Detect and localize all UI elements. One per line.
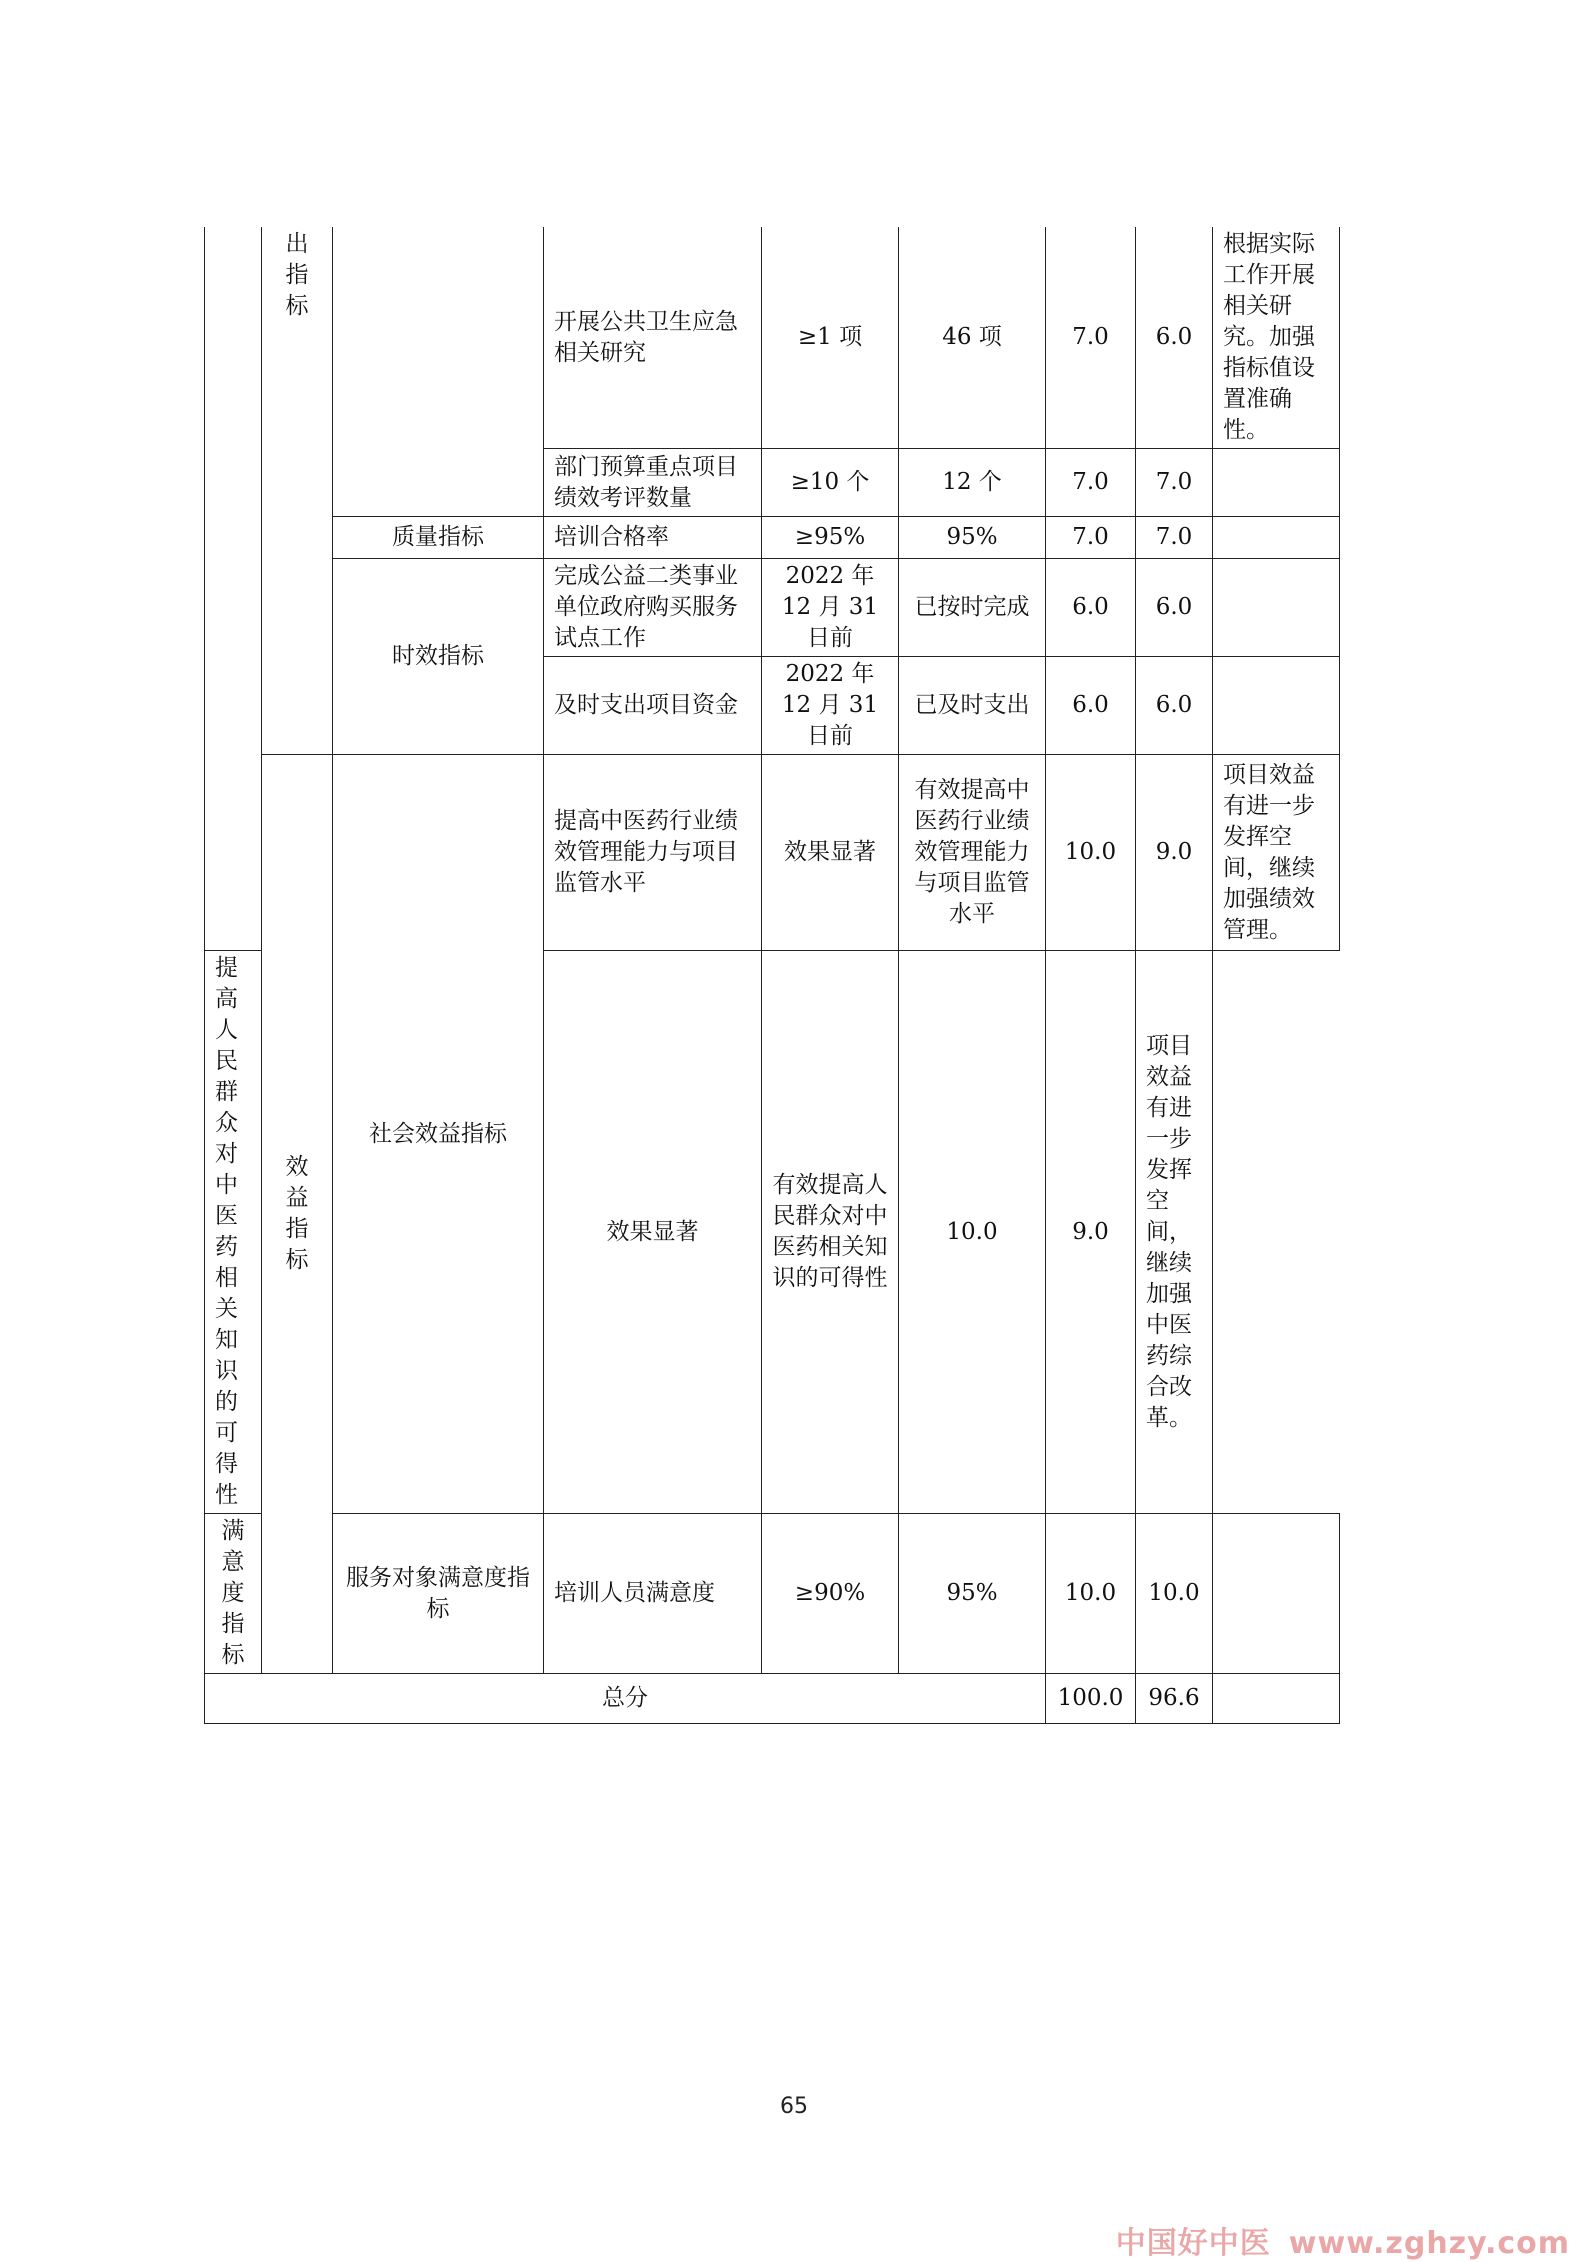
social-benefit-label: 社会效益指标 [333, 755, 544, 1514]
weight-cell: 10.0 [1046, 1514, 1136, 1674]
score-cell: 6.0 [1136, 657, 1213, 755]
indicator-cell: 培训人员满意度 [544, 1514, 762, 1674]
level2-blank-cell [333, 227, 544, 517]
total-note-cell [1213, 1674, 1340, 1724]
score-cell: 7.0 [1136, 449, 1213, 517]
note-cell [1213, 517, 1340, 559]
target-cell: 2022 年 12 月 31 日前 [762, 559, 899, 657]
target-cell: ≥95% [762, 517, 899, 559]
total-label: 总分 [205, 1674, 1046, 1724]
watermark-url: www.zghzy.com [1288, 2226, 1570, 2261]
note-cell: 根据实际工作开展相关研究。加强指标值设置准确性。 [1213, 227, 1340, 449]
indicator-cell: 提高中医药行业绩效管理能力与项目监管水平 [544, 755, 762, 951]
actual-cell: 有效提高人民群众对中医药相关知识的可得性 [762, 951, 899, 1514]
weight-cell: 10.0 [899, 951, 1046, 1514]
target-cell: ≥1 项 [762, 227, 899, 449]
note-cell [1213, 559, 1340, 657]
watermark [1116, 2218, 1570, 2262]
note-cell [1213, 449, 1340, 517]
note-cell: 项目效益有进一步发挥空间，继续加强绩效管理。 [1213, 755, 1340, 951]
level1-benefit-label: 效 益 指 标 [262, 755, 333, 1674]
note-cell [1213, 657, 1340, 755]
total-score-cell: 96.6 [1136, 1674, 1213, 1724]
weight-cell: 7.0 [1046, 227, 1136, 449]
timeliness-indicator-label: 时效指标 [333, 559, 544, 755]
level0-blank-cell [205, 227, 262, 951]
weight-cell: 6.0 [1046, 559, 1136, 657]
total-weight-cell: 100.0 [1046, 1674, 1136, 1724]
target-cell: 效果显著 [762, 755, 899, 951]
level1-satisfaction-label: 满 意 度 指 标 [205, 1514, 262, 1674]
target-cell: ≥90% [762, 1514, 899, 1674]
score-cell: 9.0 [1046, 951, 1136, 1514]
score-cell: 6.0 [1136, 559, 1213, 657]
actual-cell: 12 个 [899, 449, 1046, 517]
weight-cell: 7.0 [1046, 449, 1136, 517]
score-cell: 7.0 [1136, 517, 1213, 559]
actual-cell: 95% [899, 517, 1046, 559]
quality-indicator-label: 质量指标 [333, 517, 544, 559]
level1-output-label: 出 指 标 [262, 227, 333, 755]
indicator-cell: 培训合格率 [544, 517, 762, 559]
score-cell: 6.0 [1136, 227, 1213, 449]
satisfaction-indicator-label: 服务对象满意度指标 [333, 1514, 544, 1674]
indicator-cell: 及时支出项目资金 [544, 657, 762, 755]
note-cell [1213, 1514, 1340, 1674]
target-cell: 2022 年 12 月 31 日前 [762, 657, 899, 755]
score-cell: 10.0 [1136, 1514, 1213, 1674]
actual-cell: 已按时完成 [899, 559, 1046, 657]
actual-cell: 46 项 [899, 227, 1046, 449]
indicator-cell: 提高人民群众对中医药相关知识的可得性 [205, 951, 262, 1514]
indicator-cell: 开展公共卫生应急相关研究 [544, 227, 762, 449]
weight-cell: 6.0 [1046, 657, 1136, 755]
target-cell: 效果显著 [544, 951, 762, 1514]
actual-cell: 已及时支出 [899, 657, 1046, 755]
indicator-cell: 部门预算重点项目绩效考评数量 [544, 449, 762, 517]
page-number: 65 [780, 2094, 808, 2119]
watermark-brand: 中国好中医 [1115, 2226, 1271, 2261]
target-cell: ≥10 个 [762, 449, 899, 517]
score-cell: 9.0 [1136, 755, 1213, 951]
actual-cell: 有效提高中医药行业绩效管理能力与项目监管水平 [899, 755, 1046, 951]
indicator-cell: 完成公益二类事业单位政府购买服务试点工作 [544, 559, 762, 657]
performance-table [204, 227, 1340, 1724]
weight-cell: 10.0 [1046, 755, 1136, 951]
note-cell: 项目效益有进一步发挥空间，继续加强中医药综合改革。 [1136, 951, 1213, 1514]
weight-cell: 7.0 [1046, 517, 1136, 559]
actual-cell: 95% [899, 1514, 1046, 1674]
